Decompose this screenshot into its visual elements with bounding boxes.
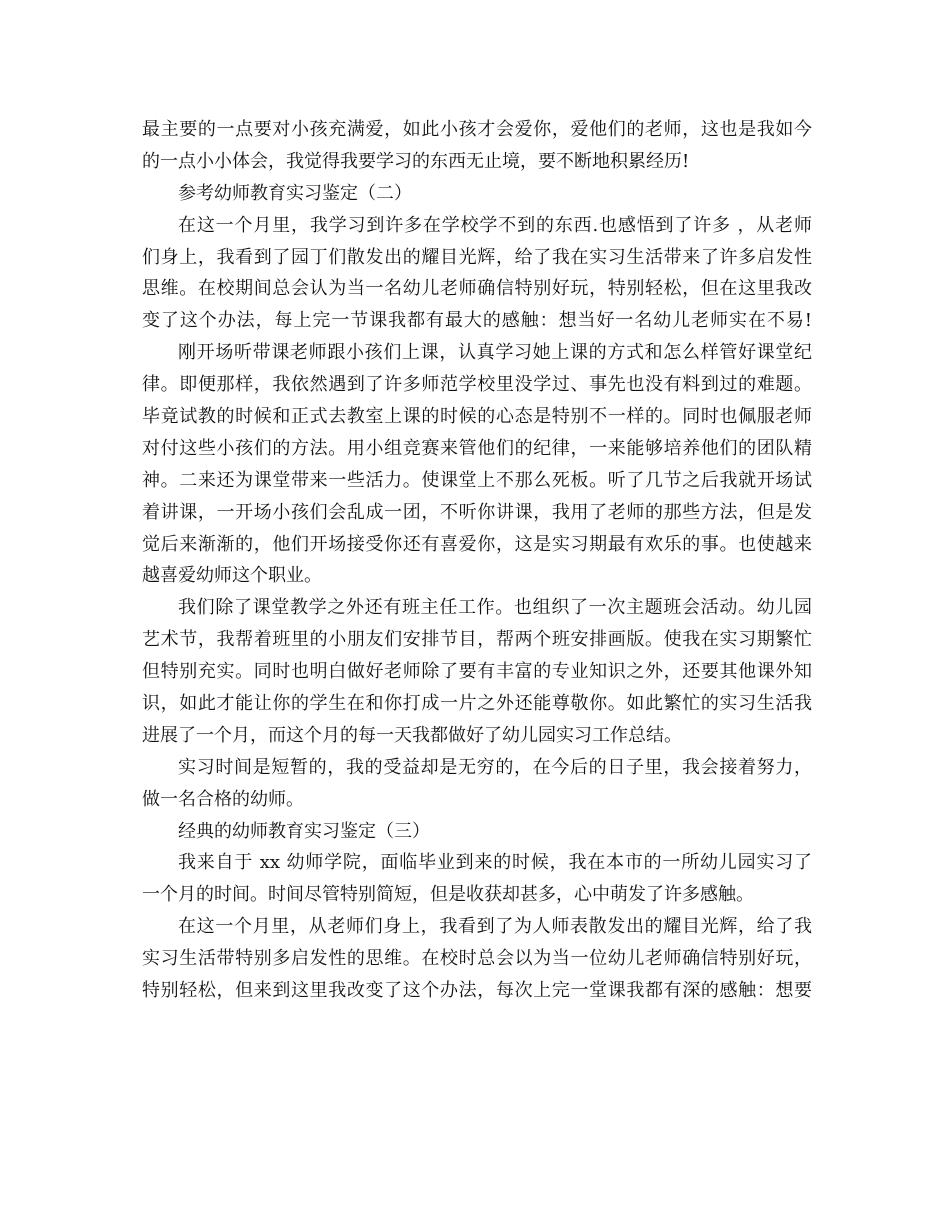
text-line: 变了这个办法，每上完一节课我都有最大的感触：想当好一名幼儿老师实在不易! [142,310,812,332]
text-line: 对付这些小孩们的方法。用小组竞赛来管他们的纪律，一来能够培养他们的团队精 [142,437,812,459]
text-line: 我来自于 xx 幼师学院，面临毕业到来的时候，我在本市的一所幼儿园实习了 [178,852,812,874]
text-line: 在这一个月里，从老师们身上，我看到了为人师表散发出的耀目光辉，给了我 [178,916,812,938]
text-line: 实习时间是短暂的，我的受益却是无穷的，在今后的日子里，我会接着努力， [178,756,812,778]
text-line: 但特别充实。同时也明白做好老师除了要有丰富的专业知识之外，还要其他课外知 [142,661,812,683]
text-line: 神。二来还为课堂带来一些活力。使课堂上不那么死板。听了几节之后我就开场试 [142,469,812,491]
text-line: 们身上，我看到了园丁们散发出的耀目光辉，给了我在实习生活带来了许多启发性 [142,246,812,268]
section-heading: 经典的幼师教育实习鉴定（三） [178,820,430,842]
text-line: 最主要的一点要对小孩充满爱，如此小孩才会爱你，爱他们的老师，这也是我如今 [142,119,812,140]
text-line: 艺术节，我帮着班里的小朋友们安排节目，帮两个班安排画版。使我在实习期繁忙 [142,629,812,651]
text-line: 越喜爱幼师这个职业。 [142,565,322,587]
text-line: 着讲课，一开场小孩们会乱成一团，不听你讲课，我用了老师的那些方法，但是发 [142,501,812,523]
text-line: 在这一个月里，我学习到许多在学校学不到的东西.也感悟到了许多 ，从老师 [178,214,812,236]
text-line: 一个月的时间。时间尽管特别简短，但是收获却甚多，心中萌发了许多感触。 [142,884,754,906]
text-line: 实习生活带特别多启发性的思维。在校时总会以为当一位幼儿老师确信特别好玩， [142,948,812,970]
text-line: 进展了一个月，而这个月的每一天我都做好了幼儿园实习工作总结。 [142,724,682,746]
document-page [142,0,812,1230]
text-line: 刚开场听带课老师跟小孩们上课，认真学习她上课的方式和怎么样管好课堂纪 [178,342,812,364]
text-line: 律。即便那样，我依然遇到了许多师范学校里没学过、事先也没有料到过的难题。 [142,374,812,396]
text-line: 我们除了课堂教学之外还有班主任工作。也组织了一次主题班会活动。幼儿园 [178,597,812,619]
section-heading: 参考幼师教育实习鉴定（二） [178,182,412,204]
text-line: 思维。在校期间总会认为当一名幼儿老师确信特别好玩，特别轻松，但在这里我改 [142,278,812,300]
text-line: 特别轻松，但来到这里我改变了这个办法，每次上完一堂课我都有深的感触：想要 [142,980,812,1002]
text-line: 的一点小小体会，我觉得我要学习的东西无止境，要不断地积累经历! [142,150,690,172]
text-line: 毕竟试教的时候和正式去教室上课的时候的心态是特别不一样的。同时也佩服老师 [142,406,812,428]
text-line: 做一名合格的幼师。 [142,788,304,810]
text-line: 觉后来渐渐的，他们开场接受你还有喜爱你，这是实习期最有欢乐的事。也使越来 [142,533,812,555]
text-line: 识，如此才能让你的学生在和你打成一片之外还能尊敬你。如此繁忙的实习生活我 [142,693,812,715]
